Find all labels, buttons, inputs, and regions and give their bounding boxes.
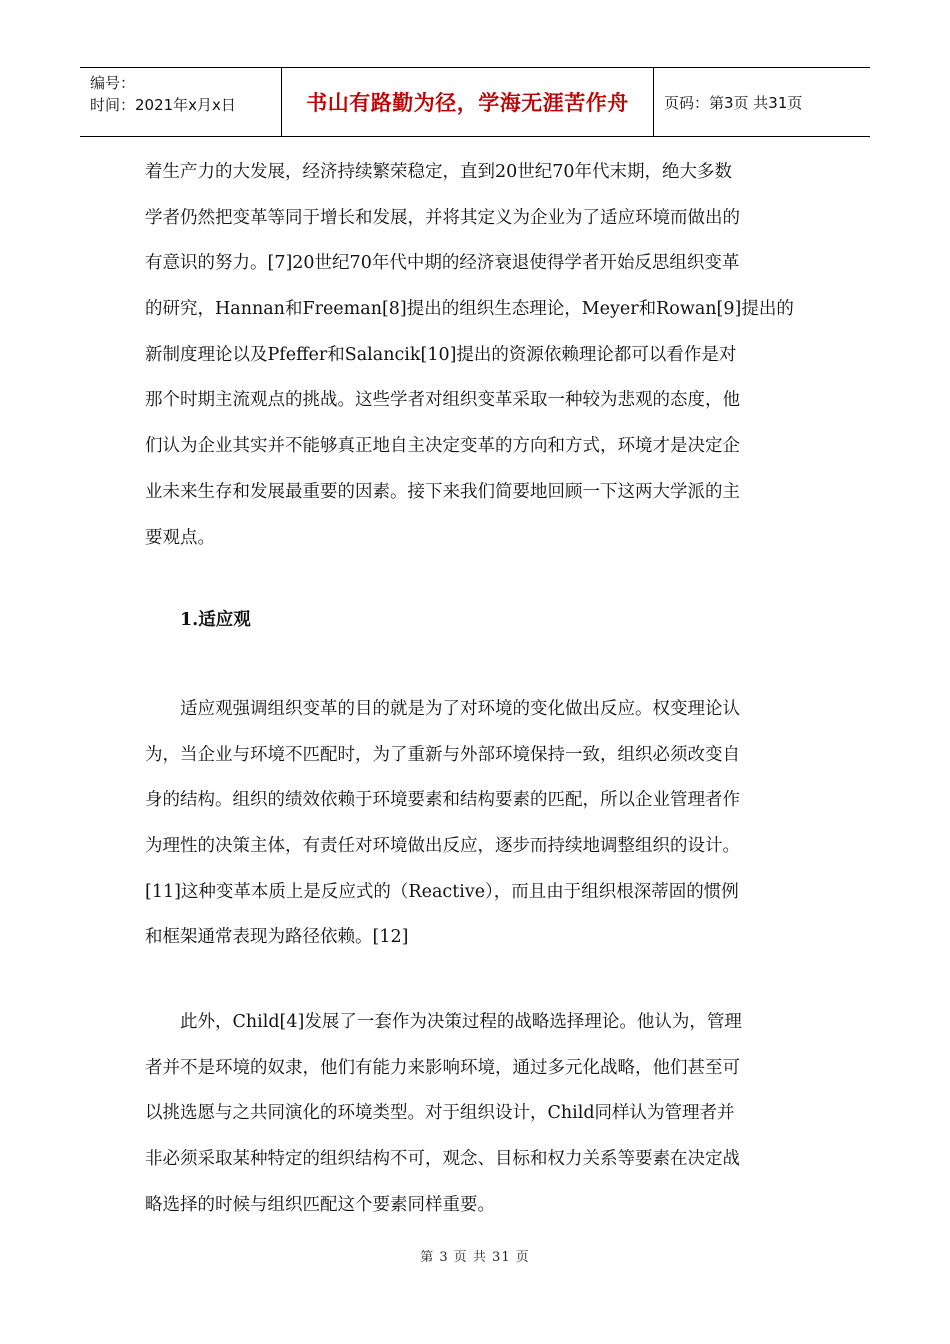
text-line: 适应观强调组织变革的目的就是为了对环境的变化做出反应。权变理论认 <box>145 699 740 719</box>
header-page-info: 页码：第3页 共31页 <box>664 93 803 112</box>
serial-label: 编号： <box>90 74 136 92</box>
header-meta <box>80 68 281 136</box>
text-line: 为理性的决策主体，有责任对环境做出反应，逐步而持续地调整组织的设计。 <box>145 836 740 857</box>
text-line: 和框架通常表现为路径依赖。[12] <box>145 927 409 948</box>
text-line: 学者仍然把变革等同于增长和发展，并将其定义为企业为了适应环境而做出的 <box>145 207 740 228</box>
text-line: 为，当企业与环境不匹配时，为了重新与外部环境保持一致，组织必须改变自 <box>145 744 740 765</box>
section-heading: 1.适应观 <box>180 610 251 630</box>
text-line: 那个时期主流观点的挑战。这些学者对组织变革采取一种较为悲观的态度，他 <box>145 390 740 411</box>
text-line: 业未来生存和发展最重要的因素。接下来我们简要地回顾一下这两大学派的主 <box>145 481 740 502</box>
text-line: [11]这种变革本质上是反应式的（Reactive），而且由于组织根深蒂固的惯例 <box>145 881 739 902</box>
paragraph-1 <box>145 150 805 561</box>
text-line: 的研究，Hannan和Freeman[8]提出的组织生态理论，Meyer和Rowan[9]提出的 <box>145 299 794 320</box>
page-footer: 第 3 页 共 31 页 <box>420 1250 530 1265</box>
text-line: 此外，Child[4]发展了一套作为决策过程的战略选择理论。他认为，管理 <box>145 1012 742 1032</box>
text-line: 略选择的时候与组织匹配这个要素同样重要。 <box>145 1194 495 1215</box>
text-line: 们认为企业其实并不能够真正地自主决定变革的方向和方式，环境才是决定企 <box>145 436 740 457</box>
text-line: 要观点。 <box>145 527 215 548</box>
text-line: 着生产力的大发展，经济持续繁荣稳定，直到20世纪70年代末期，绝大多数 <box>145 162 733 182</box>
text-line: 非必须采取某种特定的组织结构不可，观念、目标和权力关系等要素在决定战 <box>145 1149 740 1170</box>
text-line: 者并不是环境的奴隶，他们有能力来影响环境，通过多元化战略，他们甚至可 <box>145 1057 740 1078</box>
text-line: 以挑选愿与之共同演化的环境类型。对于组织设计，Child同样认为管理者并 <box>145 1103 735 1124</box>
time-label: 时间：2021年x月x日 <box>90 96 236 114</box>
page-header <box>80 67 870 137</box>
text-line: 身的结构。组织的绩效依赖于环境要素和结构要素的匹配，所以企业管理者作 <box>145 790 740 811</box>
paragraph-3 <box>145 1000 805 1228</box>
text-line: 有意识的努力。[7]20世纪70年代中期的经济衰退使得学者开始反思组织变革 <box>145 253 740 274</box>
text-line: 新制度理论以及Pfeffer和Salancik[10]提出的资源依赖理论都可以看作是对 <box>145 344 737 365</box>
header-motto: 书山有路勤为径，学海无涯苦作舟 <box>281 68 654 136</box>
paragraph-2 <box>145 687 805 961</box>
